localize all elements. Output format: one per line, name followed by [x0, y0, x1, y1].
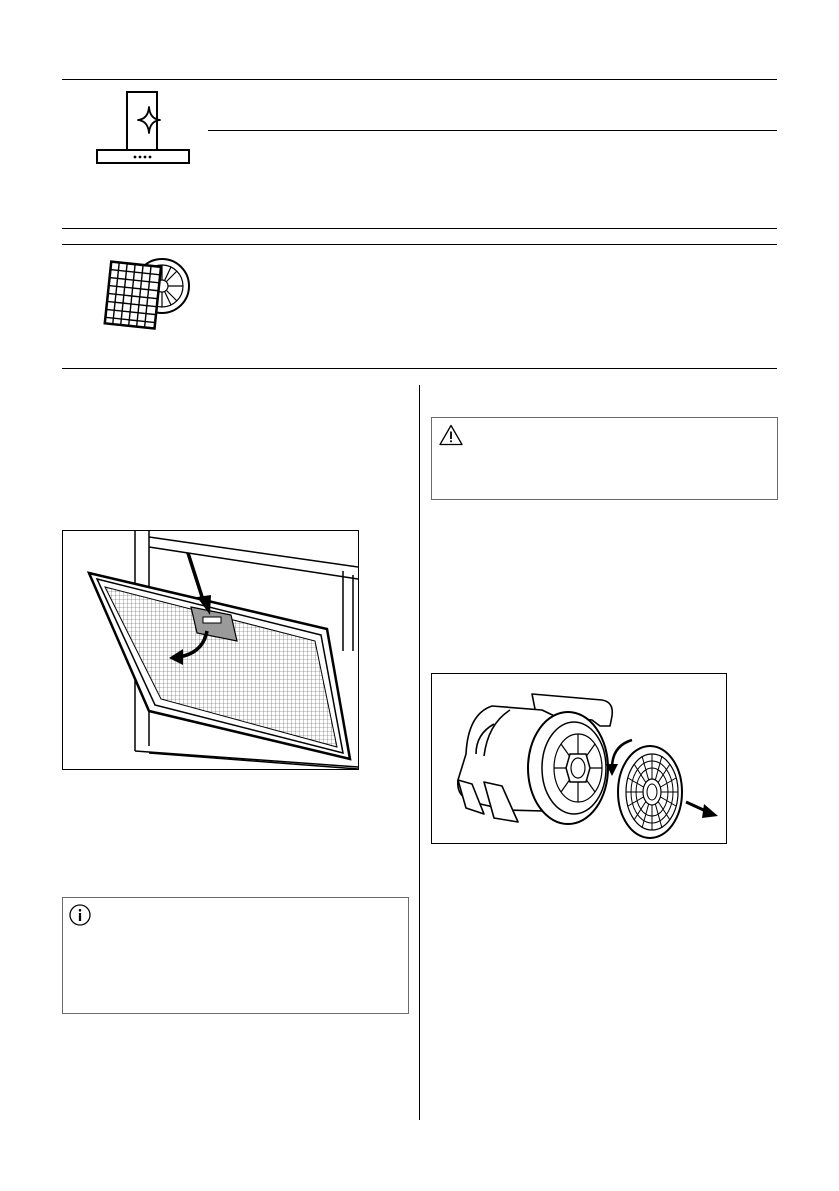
section-top-rule	[62, 79, 777, 80]
charcoal-filter-removal-figure	[431, 673, 727, 844]
grease-filter-removal-figure	[62, 530, 359, 770]
info-notice-box	[62, 897, 409, 1014]
charcoal-filter-icon	[100, 252, 196, 334]
section-sub-rule	[208, 130, 777, 131]
info-circle-icon	[69, 904, 91, 926]
warning-triangle-icon	[439, 424, 463, 446]
column-divider	[419, 385, 420, 1120]
warning-notice-box	[431, 417, 778, 500]
filter-section-bottom-rule	[62, 368, 777, 369]
section-bottom-rule	[62, 228, 777, 229]
filter-section-top-rule	[62, 244, 777, 245]
cooker-hood-cleaning-icon	[94, 90, 192, 166]
